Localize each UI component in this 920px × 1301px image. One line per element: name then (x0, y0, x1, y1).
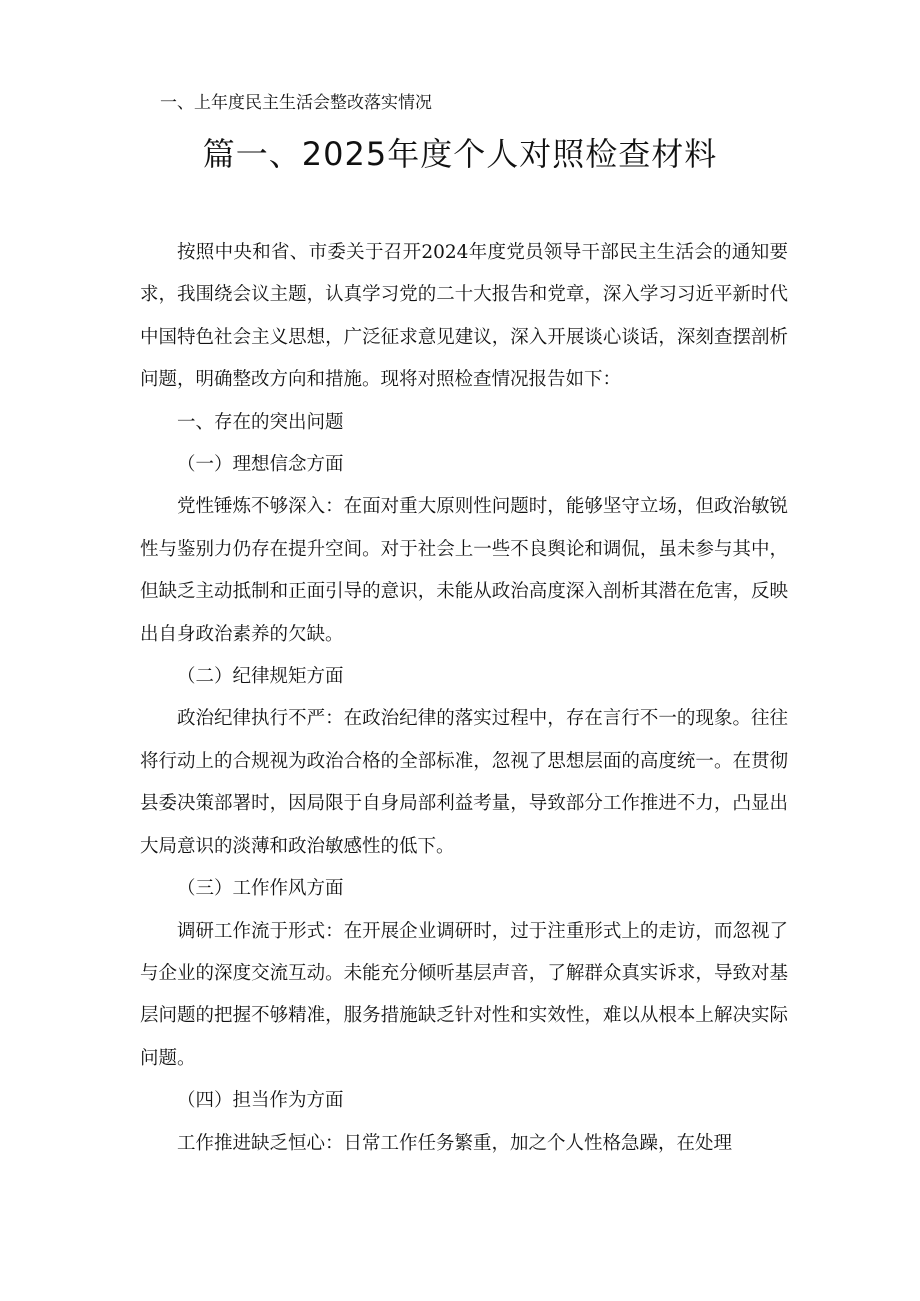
section-heading-problems: 一、存在的突出问题 (177, 411, 344, 433)
subsection-heading-workstyle: （三）工作作风方面 (177, 878, 344, 900)
paragraph-ideals: 党性锤炼不够深入：在面对重大原则性问题时，能够坚守立场，但政治敏锐性与鉴别力仍存在提升空间。对于社会上一些不良舆论和调侃，虽未参与其中，但缺乏主动抵制和正面引导的意识，未能从政治高度深入剖析其潜在危害，反映出自身政治素养的欠缺。 (140, 496, 788, 645)
document-title: 篇一、2025年度个人对照检查材料 (202, 135, 718, 173)
paragraph-discipline: 政治纪律执行不严：在政治纪律的落实过程中，存在言行不一的现象。往往将行动上的合规视为政治合格的全部标准，忽视了思想层面的高度统一。在贯彻县委决策部署时，因局限于自身局部利益考量，导致部分工作推进不力，凸显出大局意识的淡薄和政治敏感性的低下。 (140, 708, 788, 857)
top-note: 一、上年度民主生活会整改落实情况 (160, 93, 432, 113)
subsection-heading-discipline: （二）纪律规矩方面 (177, 666, 344, 688)
document-body (140, 232, 788, 1165)
subsection-heading-ideals: （一）理想信念方面 (177, 454, 344, 476)
paragraph-responsibility: 工作推进缺乏恒心：日常工作任务繁重，加之个人性格急躁，在处理 (177, 1132, 733, 1154)
paragraph-intro: 按照中央和省、市委关于召开2024年度党员领导干部民主生活会的通知要求，我围绕会议主题，认真学习党的二十大报告和党章，深入学习习近平新时代中国特色社会主义思想，广泛征求意见建议，深入开展谈心谈话，深刻查摆剖析问题，明确整改方向和措施。现将对照检查情况报告如下： (140, 242, 788, 391)
paragraph-workstyle: 调研工作流于形式：在开展企业调研时，过于注重形式上的走访，而忽视了与企业的深度交流互动。未能充分倾听基层声音，了解群众真实诉求，导致对基层问题的把握不够精准，服务措施缺乏针对性和实效性，难以从根本上解决实际问题。 (140, 920, 788, 1069)
subsection-heading-responsibility: （四）担当作为方面 (177, 1090, 344, 1112)
